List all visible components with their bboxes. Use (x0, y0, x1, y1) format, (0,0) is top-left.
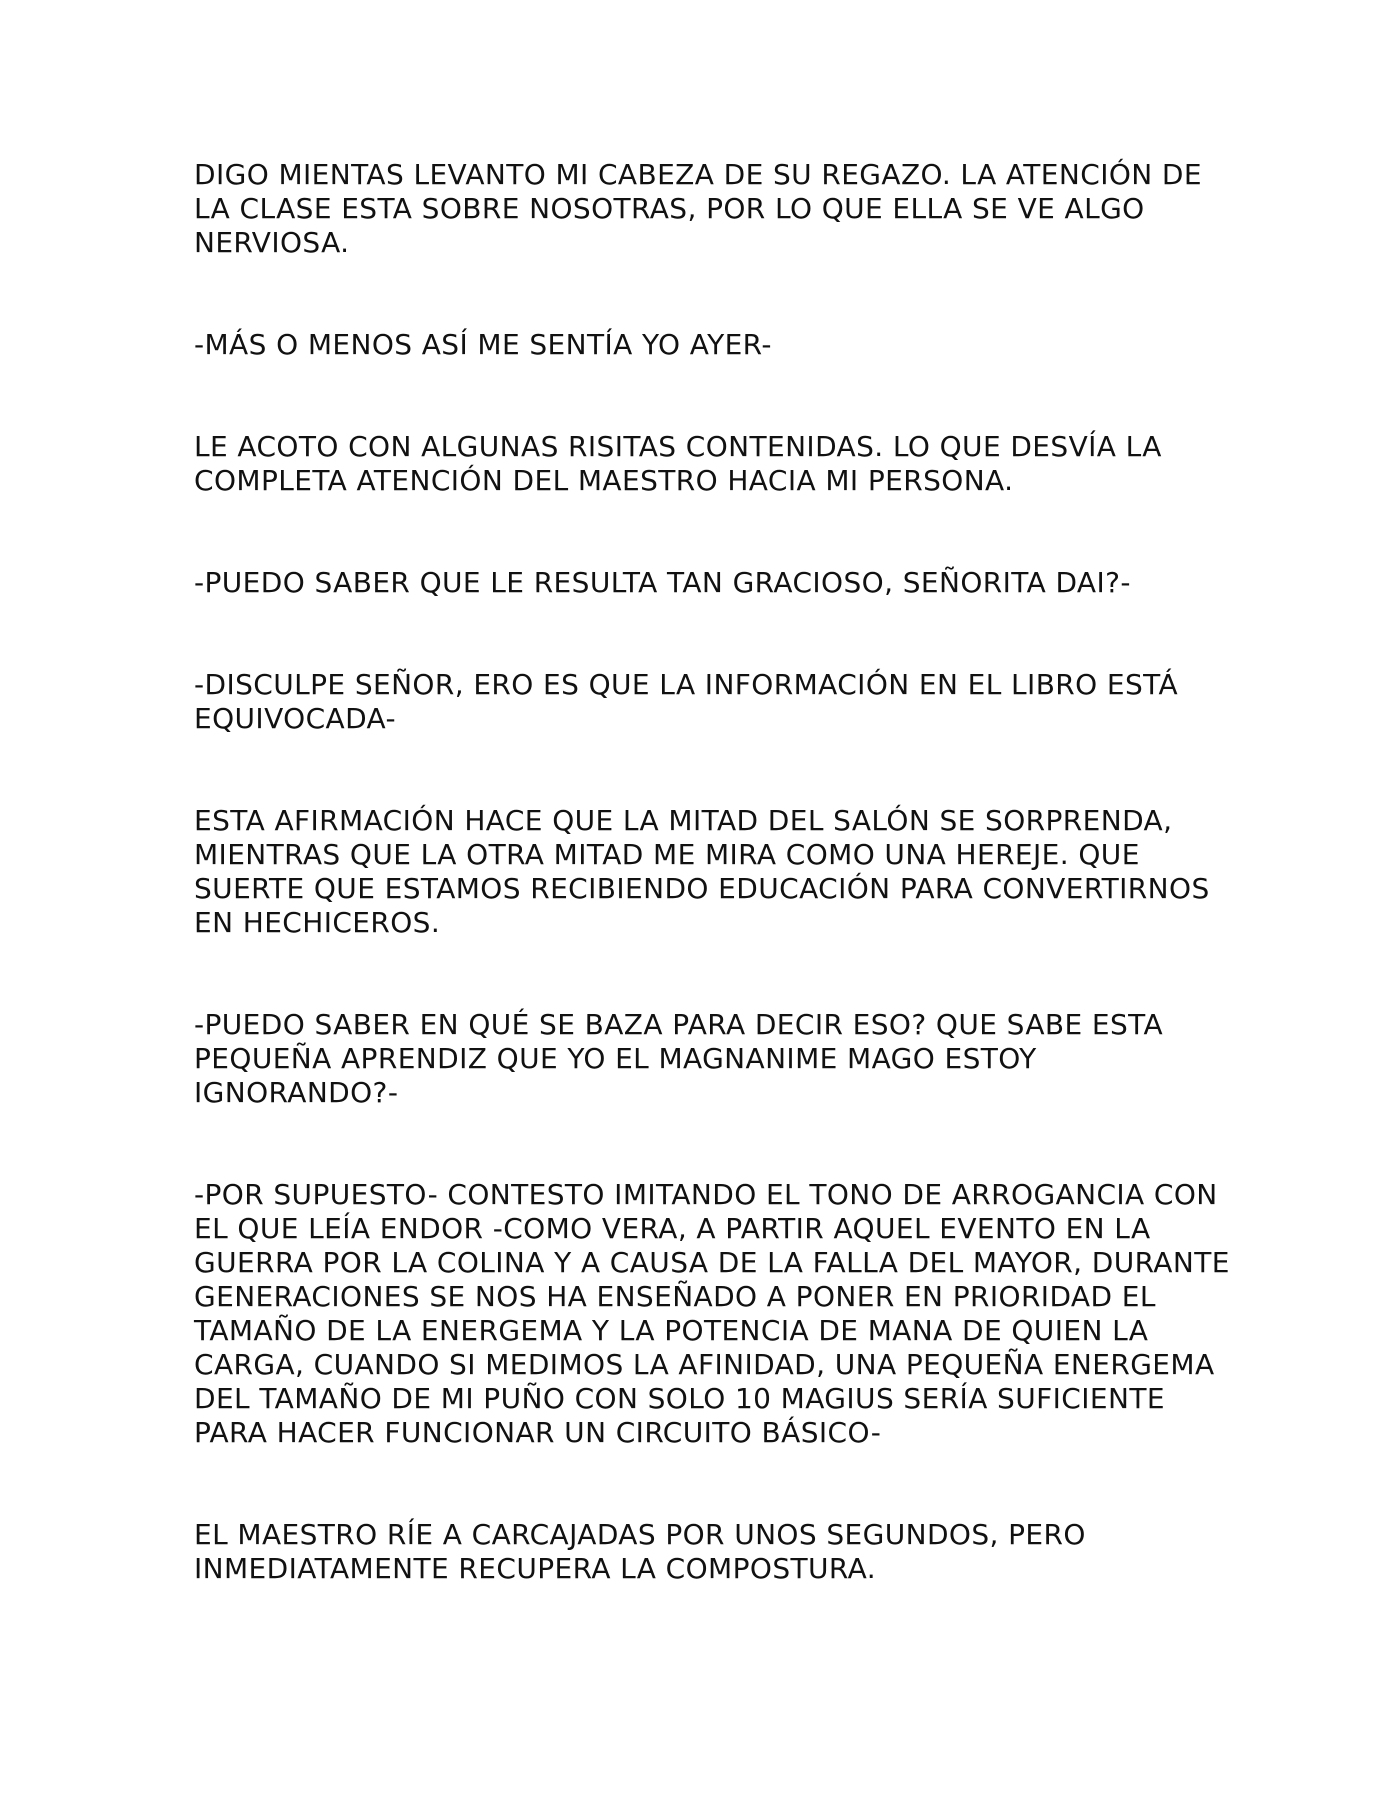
paragraph-2: -MÁS O MENOS ASÍ ME SENTÍA YO AYER- (194, 328, 772, 361)
text-column (194, 158, 1234, 1586)
paragraph-6: ESTA AFIRMACIÓN HACE QUE LA MITAD DEL SALÓN SE SORPRENDA, MIENTRAS QUE LA OTRA MITAD ME MIRA COMO UNA HEREJE. QUE SUERTE QUE ESTAMOS RECIBIENDO EDUCACIÓN PARA CONVERTIRNOS EN HECHICEROS. (194, 804, 1210, 939)
paragraph-5: -DISCULPE SEÑOR, ERO ES QUE LA INFORMACIÓN EN EL LIBRO ESTÁ EQUIVOCADA- (194, 668, 1179, 735)
paragraph-7: -PUEDO SABER EN QUÉ SE BAZA PARA DECIR ESO? QUE SABE ESTA PEQUEÑA APRENDIZ QUE YO EL MAGNANIME MAGO ESTOY IGNORANDO?- (194, 1008, 1164, 1109)
paragraph-4: -PUEDO SABER QUE LE RESULTA TAN GRACIOSO, SEÑORITA DAI?- (194, 566, 1131, 599)
paragraph-9: EL MAESTRO RÍE A CARCAJADAS POR UNOS SEGUNDOS, PERO INMEDIATAMENTE RECUPERA LA COMPOSTURA. (194, 1518, 1086, 1585)
paragraph-8: -POR SUPUESTO- CONTESTO IMITANDO EL TONO DE ARROGANCIA CON EL QUE LEÍA ENDOR -COMO VERA, A PARTIR AQUEL EVENTO EN LA GUERRA POR LA COLINA Y A CAUSA DE LA FALLA DEL MAYOR, DURANTE GENERACIONES SE NOS HA ENSEÑADO A PONER EN PRIORIDAD EL TAMAÑO DE LA ENERGEMA Y LA POTENCIA DE MANA DE QUIEN LA CARGA, CUANDO SI MEDIMOS LA AFINIDAD, UNA PEQUEÑA ENERGEMA DEL TAMAÑO DE MI PUÑO CON SOLO 10 MAGIUS SERÍA SUFICIENTE PARA HACER FUNCIONAR UN CIRCUITO BÁSICO- (194, 1178, 1230, 1449)
paragraph-3: LE ACOTO CON ALGUNAS RISITAS CONTENIDAS. LO QUE DESVÍA LA COMPLETA ATENCIÓN DEL MAESTRO HACIA MI PERSONA. (194, 430, 1162, 497)
paragraph-1: DIGO MIENTAS LEVANTO MI CABEZA DE SU REGAZO. LA ATENCIÓN DE LA CLASE ESTA SOBRE NOSOTRAS, POR LO QUE ELLA SE VE ALGO NERVIOSA. (194, 158, 1202, 259)
